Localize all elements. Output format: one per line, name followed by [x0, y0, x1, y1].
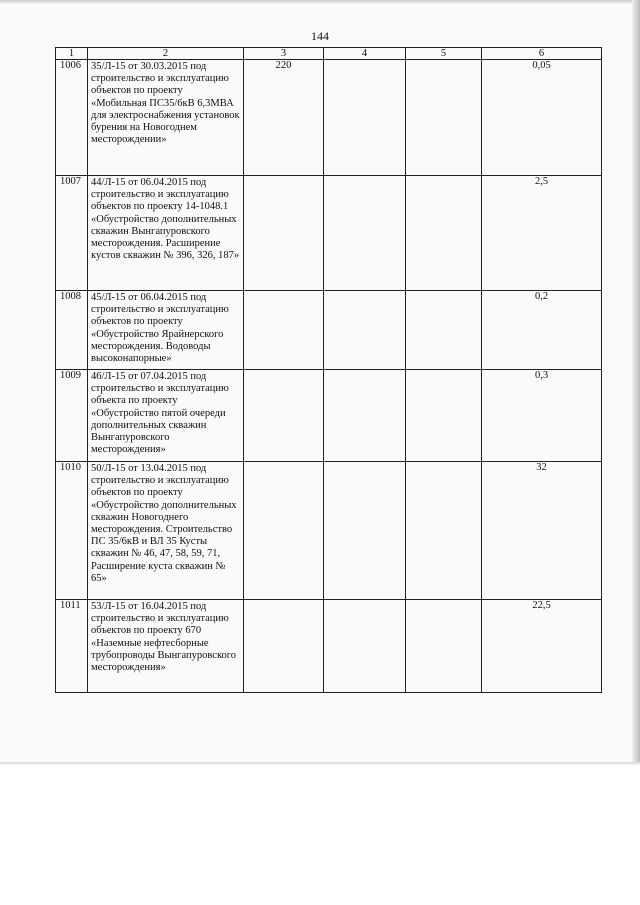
scan-right-edge [632, 0, 640, 766]
row-col4 [324, 600, 406, 693]
page-number: 144 [311, 29, 329, 43]
row-number: 1010 [56, 462, 88, 600]
header-row [56, 48, 602, 60]
row-col6: 0,3 [482, 370, 602, 462]
row-col4 [324, 462, 406, 600]
table-row [56, 291, 602, 370]
row-col6: 22,5 [482, 600, 602, 693]
row-col3 [244, 600, 324, 693]
row-col6: 2,5 [482, 176, 602, 291]
row-col5 [406, 370, 482, 462]
table-row [56, 370, 602, 462]
row-col6: 0,2 [482, 291, 602, 370]
row-col5 [406, 176, 482, 291]
table-row [56, 176, 602, 291]
row-description: 46/Л-15 от 07.04.2015 под строительство и эксплуатацию объекта по проекту «Обустройство пятой очереди дополнительных скважин Вынгапуровского месторождения» [88, 370, 244, 462]
row-col3: 220 [244, 60, 324, 176]
row-description: 35/Л-15 от 30.03.2015 под строительство и эксплуатацию объектов по проекту «Мобильная ПС35/6кВ 6,3МВА для электроснабжения установок бурения на Новогоднем месторождении» [88, 60, 244, 176]
row-col4 [324, 291, 406, 370]
row-col5 [406, 60, 482, 176]
column-header-4: 4 [324, 48, 406, 60]
row-col3 [244, 291, 324, 370]
registry-table [55, 47, 602, 693]
row-col3 [244, 370, 324, 462]
column-header-3: 3 [244, 48, 324, 60]
row-col3 [244, 462, 324, 600]
row-col4 [324, 370, 406, 462]
row-number: 1007 [56, 176, 88, 291]
column-header-5: 5 [406, 48, 482, 60]
row-number: 1011 [56, 600, 88, 693]
row-col3 [244, 176, 324, 291]
row-number: 1006 [56, 60, 88, 176]
column-header-1: 1 [56, 48, 88, 60]
row-description: 44/Л-15 от 06.04.2015 под строительство и эксплуатацию объектов по проекту 14-1048.1 «Обустройство дополнительных скважин Вынгапуровского месторождения. Расширение кустов скважин № 396, 326, 187» [88, 176, 244, 291]
column-header-2: 2 [88, 48, 244, 60]
row-description: 53/Л-15 от 16.04.2015 под строительство и эксплуатацию объектов по проекту 670 «Наземные нефтесборные трубопроводы Вынгапуровского месторождения» [88, 600, 244, 693]
row-description: 50/Л-15 от 13.04.2015 под строительство и эксплуатацию объектов по проекту «Обустройство дополнительных скважин Новогоднего месторождения. Строительство ПС 35/6кВ и ВЛ 35 Кусты скважин № 46, 47, 58, 59, 71, Расширение куста скважин № 65» [88, 462, 244, 600]
column-header-6: 6 [482, 48, 602, 60]
row-col5 [406, 462, 482, 600]
row-col5 [406, 600, 482, 693]
row-number: 1009 [56, 370, 88, 462]
row-col6: 32 [482, 462, 602, 600]
row-col5 [406, 291, 482, 370]
row-col4 [324, 176, 406, 291]
scan-top-edge [0, 0, 640, 4]
table-row [56, 462, 602, 600]
table-row [56, 60, 602, 176]
table-row [56, 600, 602, 693]
row-col4 [324, 60, 406, 176]
row-description: 45/Л-15 от 06.04.2015 под строительство и эксплуатацию объектов по проекту «Обустройство Ярайнерского месторождения. Водоводы высоконапорные» [88, 291, 244, 370]
row-number: 1008 [56, 291, 88, 370]
row-col6: 0,05 [482, 60, 602, 176]
scan-bottom-edge [0, 762, 640, 766]
